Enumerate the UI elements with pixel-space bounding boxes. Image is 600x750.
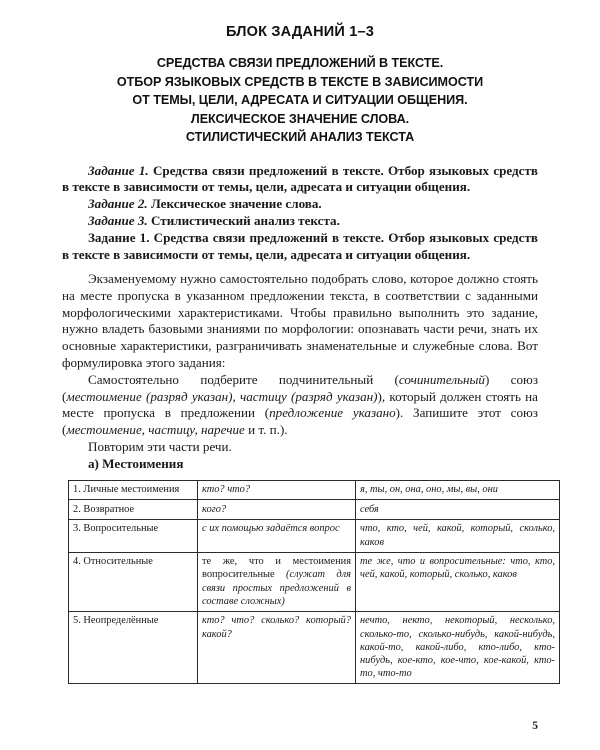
row-1-category: 1. Личные местоимения [69,480,198,500]
topic-title [62,54,538,147]
task-1-formulation [62,372,538,439]
row-3-category: 3. Вопросительные [69,519,198,552]
task-3-listing [62,213,538,230]
row-1-examples: я, ты, он, она, оно, мы, вы, они [356,480,560,500]
table-row [69,480,560,500]
table-row [69,500,560,520]
formulation-italic-3: предложение указано [269,405,396,421]
table-row [69,552,560,611]
page-number: 5 [532,720,538,732]
row-3-examples: что, кто, чей, какой, который, сколько, каков [356,519,560,552]
row-4-examples-prefix: те же, что и вопросительные: [360,556,511,568]
task-2-listing [62,196,538,213]
formulation-italic-4: местоимение, частицу, наречие [66,422,245,438]
row-4-examples-list: что, кто, чей, какой, который, сколько, каков [360,556,555,581]
task-3-label: Задание 3. [88,212,148,228]
row-4-question-roman: те же, что и местоимения вопросительные [202,556,351,581]
row-4-question-italic: (служат для связи простых предложений в составе сложных) [202,569,351,607]
task-2-label: Задание 2. [88,196,148,212]
row-4-examples [356,552,560,611]
topic-title-line-1: СРЕДСТВА СВЯЗИ ПРЕДЛОЖЕНИЙ В ТЕКСТЕ. [156,56,444,70]
formulation-italic-1: сочинительный [398,371,485,387]
formulation-part-1: Самостоятельно подберите подчинительный ( [88,371,399,387]
row-4-category: 4. Относительные [69,552,198,611]
topic-title-line-5: СТИЛИСТИЧЕСКИЙ АНАЛИЗ ТЕКСТА [185,130,415,144]
task-1-heading-text: Средства связи предложений в тексте. Отбор языковых средств в тексте в зависимости от темы, цели, адресата и ситуации общения. [62,229,538,262]
task-3-listing-text: Стилистический анализ текста. [147,212,340,228]
formulation-part-3: ), который должен стоять на месте пропуска в предложении ( [62,388,538,421]
repeat-parts-of-speech-line: Повторим эти части речи. [88,439,232,454]
subsection-pronouns-label: а) Местоимения [88,455,184,471]
task-1-explanation: Экзаменуемому нужно самостоятельно подобрать слово, которое должно стоять на месте пропуска в указанном предложении текста, в соответствии с заданными морфологическими характеристиками. Чтобы правильно выполнить это задание, нужно владеть базовыми знаниями по морфологии: опознавать части речи, знать их основные характеристики, разграничивать знаменательные и служебные слова. Вот формулировка этого задания: [62,270,538,370]
row-5-question: кто? что? сколько? который? какой? [198,611,356,683]
row-4-question [198,552,356,611]
formulation-part-5: и т. п.). [244,422,288,438]
task-1-listing [62,163,538,197]
formulation-part-2: ) союз ( [62,371,538,404]
task-1-label: Задание 1. [88,162,149,178]
table-row [69,611,560,683]
row-2-examples: себя [356,500,560,520]
row-5-examples: нечто, некто, некоторый, несколько, сколько-то, сколько-нибудь, какой-нибудь, какой-то, какой-либо, кто-либо, кто-нибудь, кое-кто, кое-что, кое-какой, кто-то, что-то [356,611,560,683]
formulation-part-4: ). Запишите этот союз ( [62,405,538,438]
task-1-heading-label: Задание 1. [88,229,150,245]
row-1-question: кто? что? [198,480,356,500]
row-2-category: 2. Возвратное [69,500,198,520]
topic-title-line-2: ОТБОР ЯЗЫКОВЫХ СРЕДСТВ В ТЕКСТЕ В ЗАВИСИМОСТИ [116,74,484,89]
task-1-heading [62,230,538,264]
table-row [69,519,560,552]
block-title: БЛОК ЗАДАНИЙ 1–3 [225,24,375,40]
topic-title-line-4: ЛЕКСИЧЕСКОЕ ЗНАЧЕНИЕ СЛОВА. [190,111,410,126]
row-3-question: с их помощью задаётся вопрос [198,519,356,552]
task-2-listing-text: Лексическое значение слова. [147,196,322,212]
pronoun-categories-table [68,480,560,685]
task-1-listing-text: Средства связи предложений в тексте. Отбор языковых средств в тексте в зависимости от темы, цели, адресата и ситуации общения. [62,162,538,195]
formulation-italic-2: местоимение (разряд указан), частицу (разряд указан) [66,388,378,404]
row-2-question: кого? [198,500,356,520]
topic-title-line-3: ОТ ТЕМЫ, ЦЕЛИ, АДРЕСАТА И СИТУАЦИИ ОБЩЕНИЯ. [132,93,468,107]
row-5-category: 5. Неопределённые [69,611,198,683]
